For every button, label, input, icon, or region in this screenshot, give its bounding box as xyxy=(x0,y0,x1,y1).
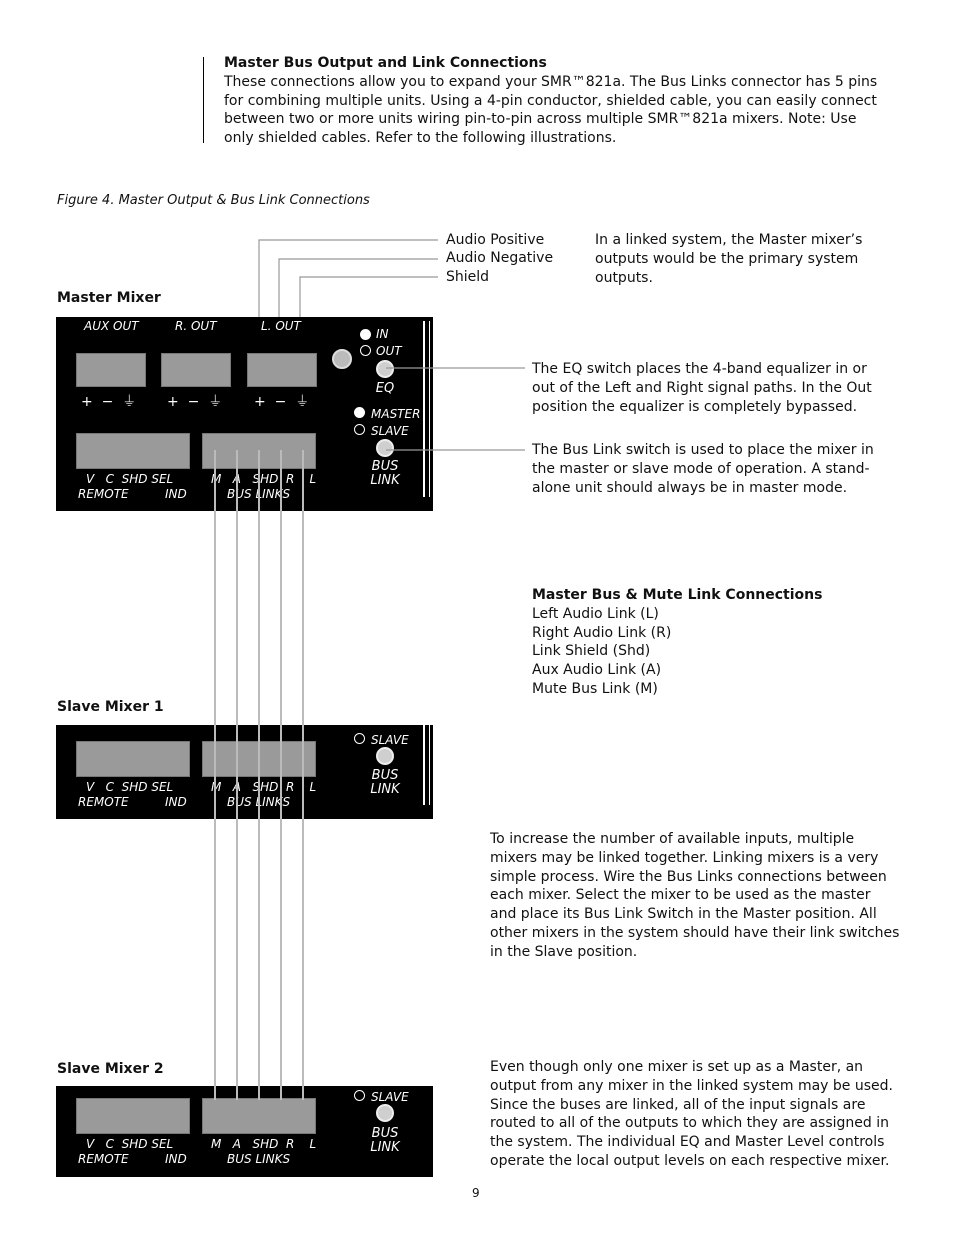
callout-shield: Shield xyxy=(446,269,490,285)
l-out-label: L. OUT xyxy=(261,319,301,333)
callout-bus-link-switch: The Bus Link switch is used to place the mixer in the master or slave mode of operation. A stand-alone unit should always be in master mode. xyxy=(532,442,874,496)
bus-pins-label: M A SHD R L xyxy=(211,1137,317,1151)
bus-pins-label: M A SHD R L xyxy=(211,472,317,486)
callout-audio-positive: Audio Positive xyxy=(446,232,545,248)
intro-body: These connections allow you to expand your SMR™821a. The Bus Links connector has 5 pins for combining multiple units. Using a 4-pin conductor, shielded cable, you can easily connect between two or more units wiring pin-to-pin across multiple SMR™821a mixers. Note: Use only shielded cables. Refer to the following illustrations. xyxy=(224,73,878,147)
paragraph-increase-inputs: To increase the number of available inputs, multiple mixers may be linked together. Linking mixers is a very simple process. Wire the Bus Links connections between each mixer. Select the mixer to be used as the master and place its Bus Link Switch in the Master position. All other mixers in the system should have their link switches in the Slave position. xyxy=(490,831,900,960)
bus-label: BUS xyxy=(371,1126,399,1141)
remote-label: REMOTE xyxy=(78,795,129,809)
remote-label: REMOTE xyxy=(78,1152,129,1166)
slave-mixer-2-label: Slave Mixer 2 xyxy=(57,1061,164,1077)
intro-heading: Master Bus Output and Link Connections xyxy=(224,55,547,71)
audio-positive-leader xyxy=(259,240,438,317)
callout-linked-outputs: In a linked system, the Master mixer’s outputs would be the primary system outputs. xyxy=(595,232,863,286)
master-mixer-label: Master Mixer xyxy=(57,290,161,306)
link-list-item: Right Audio Link (R) xyxy=(532,624,672,641)
shield-leader xyxy=(300,277,438,317)
ind-label: IND xyxy=(165,795,187,809)
master-switch-label: MASTER xyxy=(371,407,421,421)
ind-label: IND xyxy=(165,1152,187,1166)
link-list-item: Aux Audio Link (A) xyxy=(532,662,662,679)
aux-out-label: AUX OUT xyxy=(84,319,139,333)
slave-switch-label: SLAVE xyxy=(371,424,409,438)
remote-pins-label: V C SHD SEL xyxy=(86,1137,174,1151)
link-list-item: Mute Bus Link (M) xyxy=(532,680,658,697)
bus-pins-label: M A SHD R L xyxy=(211,780,317,794)
page-number: 9 xyxy=(472,1186,480,1200)
eq-in-label: IN xyxy=(376,327,389,341)
bus-links-label: BUS LINKS xyxy=(227,795,291,809)
link-label: LINK xyxy=(370,1140,400,1155)
slave-switch-label: SLAVE xyxy=(371,733,409,747)
polarity-label: + − ⏚ xyxy=(81,394,137,410)
bus-label: BUS xyxy=(371,459,399,474)
eq-out-label: OUT xyxy=(376,344,402,358)
slave-mixer-1-label: Slave Mixer 1 xyxy=(57,699,164,715)
polarity-label: + − ⏚ xyxy=(254,394,310,410)
polarity-label: + − ⏚ xyxy=(167,394,223,410)
link-list-heading: Master Bus & Mute Link Connections xyxy=(532,587,823,603)
eq-switch-label: EQ xyxy=(375,381,395,396)
callout-audio-negative: Audio Negative xyxy=(446,250,554,266)
link-label: LINK xyxy=(370,473,400,488)
slave-switch-label: SLAVE xyxy=(371,1090,409,1104)
bus-label: BUS xyxy=(371,768,399,783)
bus-links-label: BUS LINKS xyxy=(227,487,291,501)
audio-negative-leader xyxy=(279,259,438,317)
link-label: LINK xyxy=(370,782,400,797)
remote-pins-label: V C SHD SEL xyxy=(86,472,174,486)
r-out-label: R. OUT xyxy=(175,319,217,333)
ind-label: IND xyxy=(165,487,187,501)
callout-eq-switch: The EQ switch places the 4-band equalizer in or out of the Left and Right signal paths. In the Out position the equalizer is completely bypassed. xyxy=(532,361,872,415)
remote-label: REMOTE xyxy=(78,487,129,501)
link-list-item: Left Audio Link (L) xyxy=(532,605,659,622)
paragraph-even-though: Even though only one mixer is set up as a Master, an output from any mixer in the linked system may be used. Since the buses are linked, all of the input signals are routed to all of the outputs to which they are assigned in the system. The individual EQ and Master Level controls operate the local output levels on each respective mixer. xyxy=(490,1059,893,1169)
remote-pins-label: V C SHD SEL xyxy=(86,780,174,794)
bus-links-label: BUS LINKS xyxy=(227,1152,291,1166)
link-list-item: Link Shield (Shd) xyxy=(532,643,651,660)
figure-caption: Figure 4. Master Output & Bus Link Connections xyxy=(57,193,370,208)
